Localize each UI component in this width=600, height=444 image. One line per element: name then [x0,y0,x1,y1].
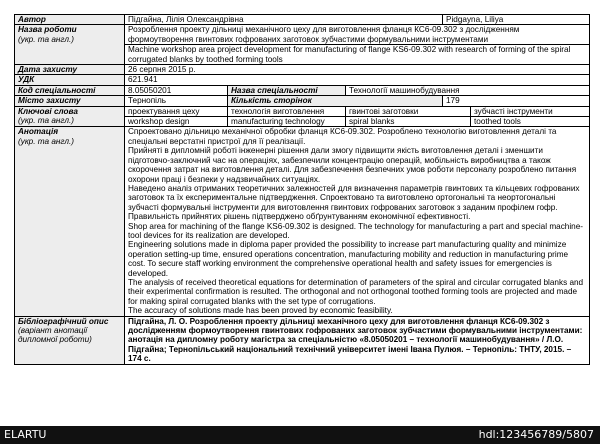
handle-identifier: hdl:123456789/5807 [478,428,594,441]
bibliography-label-cell [15,316,125,364]
bibliography-row [15,316,590,364]
pages-value: 179 [443,96,590,106]
date-value: 26 серпня 2015 р. [125,65,590,75]
udk-row [15,75,590,85]
title-row [15,25,590,45]
annotation-text [125,127,590,316]
repository-footer-bar [0,426,600,444]
city-label: Місто захисту [15,96,125,106]
annotation-en-paragraph: The accuracy of solutions made has been proved by economic feasibility. [128,306,393,316]
title-en: Machine workshop area project development for manufacturing of flange KS6-09.302 with research of forming of the spiral corrugated blanks by toothed forming tools [125,45,590,65]
title-label-sub: (укр. та англ.) [18,34,74,44]
keywords-ua-row [15,106,590,116]
city-row [15,96,590,106]
repository-name: ELARTU [4,428,47,441]
title-label: Назва роботи [18,25,77,35]
keywords-label-cell [15,106,125,127]
author-name-en: Pidgayna, Liliya [443,15,590,25]
specialty-row [15,85,590,95]
annotation-ua-paragraph: Правильність прийнятих рішень підтверджено обґрунтуванням економічної ефективності. [128,212,471,222]
specialty-code-value: 8.05050201 [125,85,228,95]
title-label-cell [15,25,125,65]
keyword-ua-2: технологія виготовлення [228,106,346,116]
keyword-ua-4: зубчасті інструменти [471,106,590,116]
annotation-ua-paragraph: Прийняті в дипломній роботі інженерні рішення дали змогу підвищити якість виготовлення деталі і зменшити підготовчо-заключний час на операціях, забезпечили концентрацію операцій, мобільність виробництва а також скорочення затрат на виготовлення деталі. Для забезпечення безпечних умов роботи персоналу розроблено питання охорони праці і безпеки у надзвичайних ситуаціях. [128,146,577,184]
date-label: Дата захисту [15,65,125,75]
bibliography-text: Підгайна, Л. О. Розроблення проекту дільниці механічного цеху для виготовлення фланця КС6-09.302 з дослідженням формоутворення гвинтових гофрованих заготовок зубчастими формувальними інструментами: анотація на дипломну роботу магістра за спеціальністю «8.05050201 – технології машинобудування» / Л.О. Підгайна; Тернопільський національний технічний університет імені Івана Пулюя. – Тернопіль: ТНТУ, 2015. – 174 с. [125,316,590,364]
udk-label: УДК [15,75,125,85]
annotation-label-cell [15,127,125,316]
keywords-label-sub: (укр. та англ.) [18,116,74,126]
specialty-name-value: Технології машинобудування [346,85,590,95]
keyword-en-1: workshop design [125,117,228,127]
keyword-en-2: manufacturing technology [228,117,346,127]
specialty-code-label: Код спеціальності [15,85,125,95]
annotation-row [15,127,590,316]
keywords-label: Ключові слова [18,106,78,116]
author-row [15,15,590,25]
annotation-label: Анотація [18,127,59,137]
annotation-en-paragraph: The analysis of received theoretical equations for determination of parameters of the spiral and circular corrugated blanks and their experimental confirmation is resulted. The orthogonal and not orthogonal toothed forming tools are projected and made for making spiral corrugated blanks with the set type of corrugations. [128,277,584,306]
pages-label: Кількість сторінок [228,96,443,106]
keyword-ua-3: гвинтові заготовки [346,106,471,116]
author-label: Автор [15,15,125,25]
author-name-ua: Підгайна, Лілія Олександрівна [125,15,443,25]
bibliography-label: Бібліографічний опис [18,316,109,326]
annotation-ua-paragraph: Спроектовано дільницю механічної обробки фланця КС6-09.302. Розроблено технологію виготовлення деталі та спеціальні верстатні пристрої для її реалізації. [128,127,557,146]
keyword-en-4: toothed tools [471,117,590,127]
city-value: Тернопіль [125,96,228,106]
annotation-en-paragraph: Engineering solutions made in diploma paper provided the possibility to increase part manufacturing quality and minimize operation setting-up time, ensured operations concentration, manufacturing mobility and reduction in manufacturing prime cost. To secure staff working environment the comprehensive operational health and safety issues for emergencies is developed. [128,240,569,278]
annotation-en-paragraph: Shop area for machining of the flange KS6-09.302 is designed. The technology for manufacturing a part and special machine-tool devices for its realization are developed. [128,221,583,240]
title-ua: Розроблення проекту дільниці механічного цеху для виготовлення фланця КС6-09.302 з дослідженням формоутворення гвинтових гофрованих заготовок зубчастими формувальними інструментами [125,25,590,45]
annotation-label-sub: (укр. та англ.) [18,136,74,146]
specialty-name-label: Назва спеціальності [228,85,346,95]
bibliography-label-sub: (варіант анотації дипломної роботи) [18,326,92,345]
metadata-table [14,14,590,365]
annotation-ua-paragraph: Наведено аналіз отриманих теоретичних залежностей для визначення параметрів гвинтових та кільцевих гофрованих заготовок та їх експериментальне підтвердження. Спроектовано та виготовлено ортогональні та неортогональні зубчасті формувальні інструменти для виготовлення гвинтових гофрованих заготовок з заданим профілем гофр. [128,183,580,212]
udk-value: 621.941 [125,75,590,85]
keyword-ua-1: проектування цеху [125,106,228,116]
keyword-en-3: spiral blanks [346,117,471,127]
date-row [15,65,590,75]
